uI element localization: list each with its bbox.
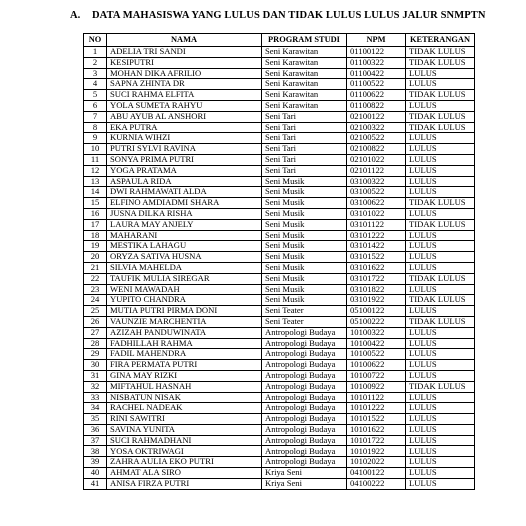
table-row [84,57,475,68]
cell-nama: WENI MAWADAH [107,284,262,295]
cell-no: 9 [84,133,107,144]
cell-keterangan: LULUS [406,414,475,425]
cell-npm: 01100622 [347,90,406,101]
cell-keterangan: LULUS [406,327,475,338]
table-row [84,176,475,187]
cell-no: 18 [84,230,107,241]
cell-no: 10 [84,144,107,155]
cell-keterangan: LULUS [406,208,475,219]
cell-program-studi: Antropologi Budaya [262,414,347,425]
table-row [84,392,475,403]
cell-keterangan: LULUS [406,284,475,295]
cell-nama: YOSA OKTRIWAGI [107,446,262,457]
cell-npm: 02100522 [347,133,406,144]
cell-keterangan: LULUS [406,446,475,457]
cell-npm: 04100222 [347,478,406,489]
cell-keterangan: TIDAK LULUS [406,90,475,101]
table-row [84,468,475,479]
cell-npm: 03101922 [347,295,406,306]
cell-keterangan: TIDAK LULUS [406,316,475,327]
cell-nama: AZIZAH PANDUWINATA [107,327,262,338]
table-row [84,133,475,144]
table-row [84,273,475,284]
cell-keterangan: LULUS [406,68,475,79]
cell-nama: SILVIA MAHELDA [107,262,262,273]
cell-nama: ASPAULA RIDA [107,176,262,187]
cell-program-studi: Seni Teater [262,316,347,327]
cell-npm: 03101622 [347,262,406,273]
cell-npm: 10100522 [347,349,406,360]
table-row [84,154,475,165]
cell-nama: SUCI RAHMA ELFITA [107,90,262,101]
table-row [84,47,475,58]
cell-no: 1 [84,47,107,58]
cell-no: 33 [84,392,107,403]
cell-no: 12 [84,165,107,176]
cell-keterangan: TIDAK LULUS [406,273,475,284]
cell-npm: 10100922 [347,381,406,392]
table-row [84,219,475,230]
cell-no: 22 [84,273,107,284]
cell-nama: AHMAT ALA SIRO [107,468,262,479]
cell-keterangan: TIDAK LULUS [406,381,475,392]
cell-npm: 03101422 [347,241,406,252]
cell-nama: EKA PUTRA [107,122,262,133]
cell-program-studi: Antropologi Budaya [262,370,347,381]
cell-no: 32 [84,381,107,392]
cell-program-studi: Seni Tari [262,144,347,155]
cell-no: 2 [84,57,107,68]
table-row [84,370,475,381]
cell-npm: 10101622 [347,424,406,435]
cell-keterangan: LULUS [406,403,475,414]
cell-nama: KESIPUTRI [107,57,262,68]
cell-keterangan: LULUS [406,230,475,241]
table-row [84,435,475,446]
cell-npm: 10100322 [347,327,406,338]
cell-nama: PUTRI SYLVI RAVINA [107,144,262,155]
cell-no: 5 [84,90,107,101]
cell-program-studi: Antropologi Budaya [262,403,347,414]
cell-keterangan: LULUS [406,457,475,468]
cell-nama: ELFINO AMDIADMI SHARA [107,198,262,209]
cell-keterangan: LULUS [406,478,475,489]
table-row [84,424,475,435]
cell-nama: SUCI RAHMADHANI [107,435,262,446]
cell-no: 16 [84,208,107,219]
column-header-nama: NAMA [107,34,262,47]
cell-npm: 05100222 [347,316,406,327]
cell-nama: MAHARANI [107,230,262,241]
cell-no: 26 [84,316,107,327]
cell-program-studi: Seni Musik [262,252,347,263]
cell-npm: 10101922 [347,446,406,457]
cell-no: 23 [84,284,107,295]
cell-keterangan: LULUS [406,392,475,403]
cell-npm: 01100322 [347,57,406,68]
table-row [84,111,475,122]
cell-program-studi: Antropologi Budaya [262,392,347,403]
cell-program-studi: Seni Karawitan [262,68,347,79]
cell-keterangan: LULUS [406,154,475,165]
cell-program-studi: Seni Karawitan [262,100,347,111]
table-row [84,446,475,457]
cell-no: 31 [84,370,107,381]
cell-program-studi: Seni Musik [262,230,347,241]
cell-nama: DWI RAHMAWATI ALDA [107,187,262,198]
cell-keterangan: LULUS [406,252,475,263]
table-row [84,165,475,176]
cell-program-studi: Antropologi Budaya [262,338,347,349]
cell-no: 8 [84,122,107,133]
cell-nama: ADELIA TRI SANDI [107,47,262,58]
cell-keterangan: LULUS [406,338,475,349]
cell-program-studi: Seni Musik [262,219,347,230]
cell-program-studi: Kriya Seni [262,478,347,489]
cell-program-studi: Antropologi Budaya [262,349,347,360]
table-header-row [84,34,475,47]
cell-npm: 10100422 [347,338,406,349]
cell-npm: 03101822 [347,284,406,295]
cell-program-studi: Seni Tari [262,111,347,122]
table-row [84,100,475,111]
table-row [84,262,475,273]
cell-program-studi: Seni Musik [262,198,347,209]
section-heading [70,10,486,21]
table-row [84,306,475,317]
cell-no: 14 [84,187,107,198]
cell-keterangan: LULUS [406,370,475,381]
table-row [84,360,475,371]
cell-no: 24 [84,295,107,306]
column-header-no: NO [84,34,107,47]
cell-no: 25 [84,306,107,317]
table-row [84,198,475,209]
cell-nama: MOHAN DIKA AFRILIO [107,68,262,79]
cell-program-studi: Antropologi Budaya [262,424,347,435]
cell-npm: 03100622 [347,198,406,209]
student-results-table [83,33,475,490]
cell-no: 37 [84,435,107,446]
cell-nama: GINA MAY RIZKI [107,370,262,381]
cell-keterangan: LULUS [406,176,475,187]
cell-npm: 10101122 [347,392,406,403]
cell-keterangan: LULUS [406,262,475,273]
table-row [84,284,475,295]
cell-nama: MIFTAHUL HASNAH [107,381,262,392]
section-title: DATA MAHASISWA YANG LULUS DAN TIDAK LULUS LULUS JALUR SNMPTN [92,10,486,21]
cell-npm: 03101122 [347,219,406,230]
cell-npm: 01100822 [347,100,406,111]
table-row [84,403,475,414]
cell-no: 6 [84,100,107,111]
cell-program-studi: Seni Musik [262,295,347,306]
table-row [84,381,475,392]
table-row [84,208,475,219]
cell-npm: 10100722 [347,370,406,381]
cell-keterangan: LULUS [406,165,475,176]
table-row [84,122,475,133]
cell-nama: FIRA PERMATA PUTRI [107,360,262,371]
cell-no: 28 [84,338,107,349]
cell-program-studi: Seni Musik [262,208,347,219]
cell-nama: ANISA FIRZA PUTRI [107,478,262,489]
cell-program-studi: Seni Musik [262,176,347,187]
cell-no: 38 [84,446,107,457]
cell-program-studi: Antropologi Budaya [262,360,347,371]
cell-npm: 10101522 [347,414,406,425]
cell-npm: 10101222 [347,403,406,414]
cell-program-studi: Seni Karawitan [262,57,347,68]
cell-npm: 10100622 [347,360,406,371]
cell-no: 21 [84,262,107,273]
table-row [84,414,475,425]
cell-program-studi: Seni Musik [262,187,347,198]
cell-nama: SAPNA ZHINTA DR [107,79,262,90]
table-row [84,79,475,90]
cell-no: 3 [84,68,107,79]
cell-nama: MUTIA PUTRI PIRMA DONI [107,306,262,317]
cell-npm: 05100122 [347,306,406,317]
cell-program-studi: Seni Musik [262,273,347,284]
table-row [84,230,475,241]
cell-no: 35 [84,414,107,425]
table-row [84,349,475,360]
section-letter: A. [70,10,81,21]
cell-keterangan: LULUS [406,435,475,446]
cell-npm: 03101722 [347,273,406,284]
table-row [84,327,475,338]
table-row [84,144,475,155]
cell-keterangan: LULUS [406,306,475,317]
cell-program-studi: Antropologi Budaya [262,457,347,468]
cell-program-studi: Antropologi Budaya [262,435,347,446]
cell-no: 40 [84,468,107,479]
cell-program-studi: Antropologi Budaya [262,446,347,457]
cell-nama: NISBATUN NISAK [107,392,262,403]
cell-keterangan: TIDAK LULUS [406,219,475,230]
column-header-npm: NPM [347,34,406,47]
cell-no: 19 [84,241,107,252]
cell-keterangan: LULUS [406,79,475,90]
cell-no: 36 [84,424,107,435]
table-row [84,90,475,101]
cell-npm: 02100822 [347,144,406,155]
cell-npm: 01100522 [347,79,406,90]
cell-keterangan: TIDAK LULUS [406,57,475,68]
table-row [84,241,475,252]
cell-program-studi: Kriya Seni [262,468,347,479]
cell-nama: ABU AYUB AL ANSHORI [107,111,262,122]
cell-keterangan: LULUS [406,424,475,435]
cell-nama: VAUNZIE MARCHENTIA [107,316,262,327]
cell-no: 41 [84,478,107,489]
cell-keterangan: TIDAK LULUS [406,198,475,209]
table-row [84,68,475,79]
cell-nama: ORYZA SATIVA HUSNA [107,252,262,263]
cell-no: 15 [84,198,107,209]
cell-keterangan: LULUS [406,100,475,111]
cell-nama: YUPITO CHANDRA [107,295,262,306]
table-body [84,47,475,490]
cell-keterangan: LULUS [406,468,475,479]
cell-nama: MESTIKA LAHAGU [107,241,262,252]
cell-nama: TAUFIK MULIA SIREGAR [107,273,262,284]
table-row [84,478,475,489]
cell-no: 29 [84,349,107,360]
cell-nama: JUSNA DILKA RISHA [107,208,262,219]
cell-program-studi: Seni Musik [262,262,347,273]
cell-keterangan: TIDAK LULUS [406,122,475,133]
cell-no: 20 [84,252,107,263]
cell-npm: 03101522 [347,252,406,263]
cell-program-studi: Antropologi Budaya [262,327,347,338]
cell-npm: 10102022 [347,457,406,468]
cell-nama: LAURA MAY ANJELY [107,219,262,230]
cell-no: 17 [84,219,107,230]
cell-no: 30 [84,360,107,371]
cell-keterangan: LULUS [406,241,475,252]
cell-no: 11 [84,154,107,165]
cell-program-studi: Seni Teater [262,306,347,317]
cell-no: 4 [84,79,107,90]
cell-npm: 01100422 [347,68,406,79]
cell-program-studi: Antropologi Budaya [262,381,347,392]
cell-keterangan: LULUS [406,349,475,360]
cell-no: 39 [84,457,107,468]
cell-npm: 04100122 [347,468,406,479]
cell-nama: YOGA PRATAMA [107,165,262,176]
cell-npm: 02100322 [347,122,406,133]
cell-program-studi: Seni Musik [262,241,347,252]
cell-program-studi: Seni Karawitan [262,47,347,58]
cell-no: 34 [84,403,107,414]
cell-program-studi: Seni Tari [262,165,347,176]
cell-nama: FADHILLAH RAHMA [107,338,262,349]
table-row [84,252,475,263]
cell-keterangan: TIDAK LULUS [406,295,475,306]
cell-nama: ZAHRA AULIA EKO PUTRI [107,457,262,468]
cell-no: 13 [84,176,107,187]
cell-nama: RINI SAWITRI [107,414,262,425]
cell-nama: SONYA PRIMA PUTRI [107,154,262,165]
cell-program-studi: Seni Musik [262,284,347,295]
table-row [84,187,475,198]
cell-npm: 03100322 [347,176,406,187]
cell-program-studi: Seni Tari [262,122,347,133]
cell-keterangan: TIDAK LULUS [406,47,475,58]
cell-keterangan: LULUS [406,133,475,144]
cell-npm: 10101722 [347,435,406,446]
cell-npm: 01100122 [347,47,406,58]
cell-program-studi: Seni Tari [262,133,347,144]
cell-nama: YOLA SUMETA RAHYU [107,100,262,111]
table-row [84,338,475,349]
cell-program-studi: Seni Karawitan [262,90,347,101]
cell-npm: 02100122 [347,111,406,122]
cell-program-studi: Seni Karawitan [262,79,347,90]
cell-keterangan: LULUS [406,187,475,198]
cell-nama: KURNIA WIHZI [107,133,262,144]
cell-npm: 03100522 [347,187,406,198]
cell-npm: 03101222 [347,230,406,241]
cell-nama: SAVINA YUNITA [107,424,262,435]
cell-no: 7 [84,111,107,122]
cell-keterangan: TIDAK LULUS [406,111,475,122]
table-row [84,457,475,468]
table-row [84,295,475,306]
cell-program-studi: Seni Tari [262,154,347,165]
cell-npm: 02101122 [347,165,406,176]
cell-keterangan: LULUS [406,144,475,155]
column-header-keterangan: KETERANGAN [406,34,475,47]
cell-nama: RACHEL NADEAK [107,403,262,414]
cell-npm: 02101022 [347,154,406,165]
cell-npm: 03101022 [347,208,406,219]
cell-nama: FADIL MAHENDRA [107,349,262,360]
cell-no: 27 [84,327,107,338]
table-row [84,316,475,327]
column-header-program-studi: PROGRAM STUDI [262,34,347,47]
cell-keterangan: LULUS [406,360,475,371]
